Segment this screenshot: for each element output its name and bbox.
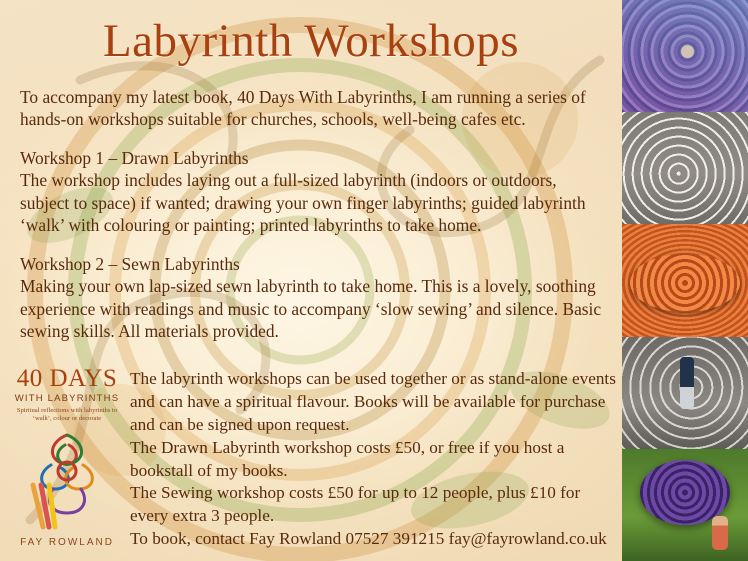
booking-details bbox=[130, 368, 616, 551]
book-cover-badge bbox=[10, 366, 124, 556]
workshop-1-body: The workshop includes laying out a full-sized labyrinth (indoors or outdoors, subject to space) if wanted; drawing your own finger labyrinths; guided labyrinth ‘walk’ with colouring or painting; printed labyrinths to take home. bbox=[20, 170, 586, 236]
photo-chalk-spiral-with-person bbox=[622, 337, 748, 449]
intro-paragraph: To accompany my latest book, 40 Days With Labyrinths, I am running a series of hands-on workshops suitable for churches, schools, well-being cafes etc. bbox=[20, 87, 586, 130]
workshop-2-body: Making your own lap-sized sewn labyrinth to take home. This is a lovely, soothing experience with readings and music to accompany ‘slow sewing’ and silence. Basic sewing skills. All materials provided. bbox=[20, 276, 602, 342]
book-author: FAY ROWLAND bbox=[20, 537, 114, 549]
photo-chalk-labyrinth-pavement bbox=[622, 112, 748, 224]
workshop-1-heading: Workshop 1 – Drawn Labyrinths bbox=[20, 147, 249, 168]
book-tagline: Spiritual reflections with labyrinths to ‘walk’, colour or decorate bbox=[16, 407, 118, 423]
contact-line: To book, contact Fay Rowland 07527 391215 fay@fayrowland.co.uk bbox=[130, 529, 607, 549]
photo-strip bbox=[622, 0, 748, 561]
details-paragraph-2: The Drawn Labyrinth workshop costs £50, or free if you host a bookstall of my books. bbox=[130, 437, 565, 480]
photo-orange-sewn-lap-labyrinth bbox=[622, 224, 748, 336]
workshop-2-heading: Workshop 2 – Sewn Labyrinths bbox=[20, 253, 240, 274]
details-paragraph-1: The labyrinth workshops can be used together or as stand-alone events and can have a spiritual flavour. Books will be available for purchase and can be signed upon request. bbox=[130, 369, 616, 434]
book-title: 40 DAYS bbox=[16, 365, 118, 392]
book-cover-artwork bbox=[17, 427, 117, 535]
photo-purple-classical-labyrinth bbox=[622, 0, 748, 112]
details-paragraph-3: The Sewing workshop costs £50 for up to 12 people, plus £10 for every extra 3 people. bbox=[130, 483, 581, 526]
photo-purple-sewn-labyrinth-outdoors bbox=[622, 449, 748, 561]
intro-and-workshops bbox=[20, 86, 608, 359]
knot-labyrinth-icon bbox=[17, 427, 117, 535]
page-title: Labyrinth Workshops bbox=[102, 15, 520, 67]
book-subtitle: WITH LABYRINTHS bbox=[14, 393, 120, 404]
